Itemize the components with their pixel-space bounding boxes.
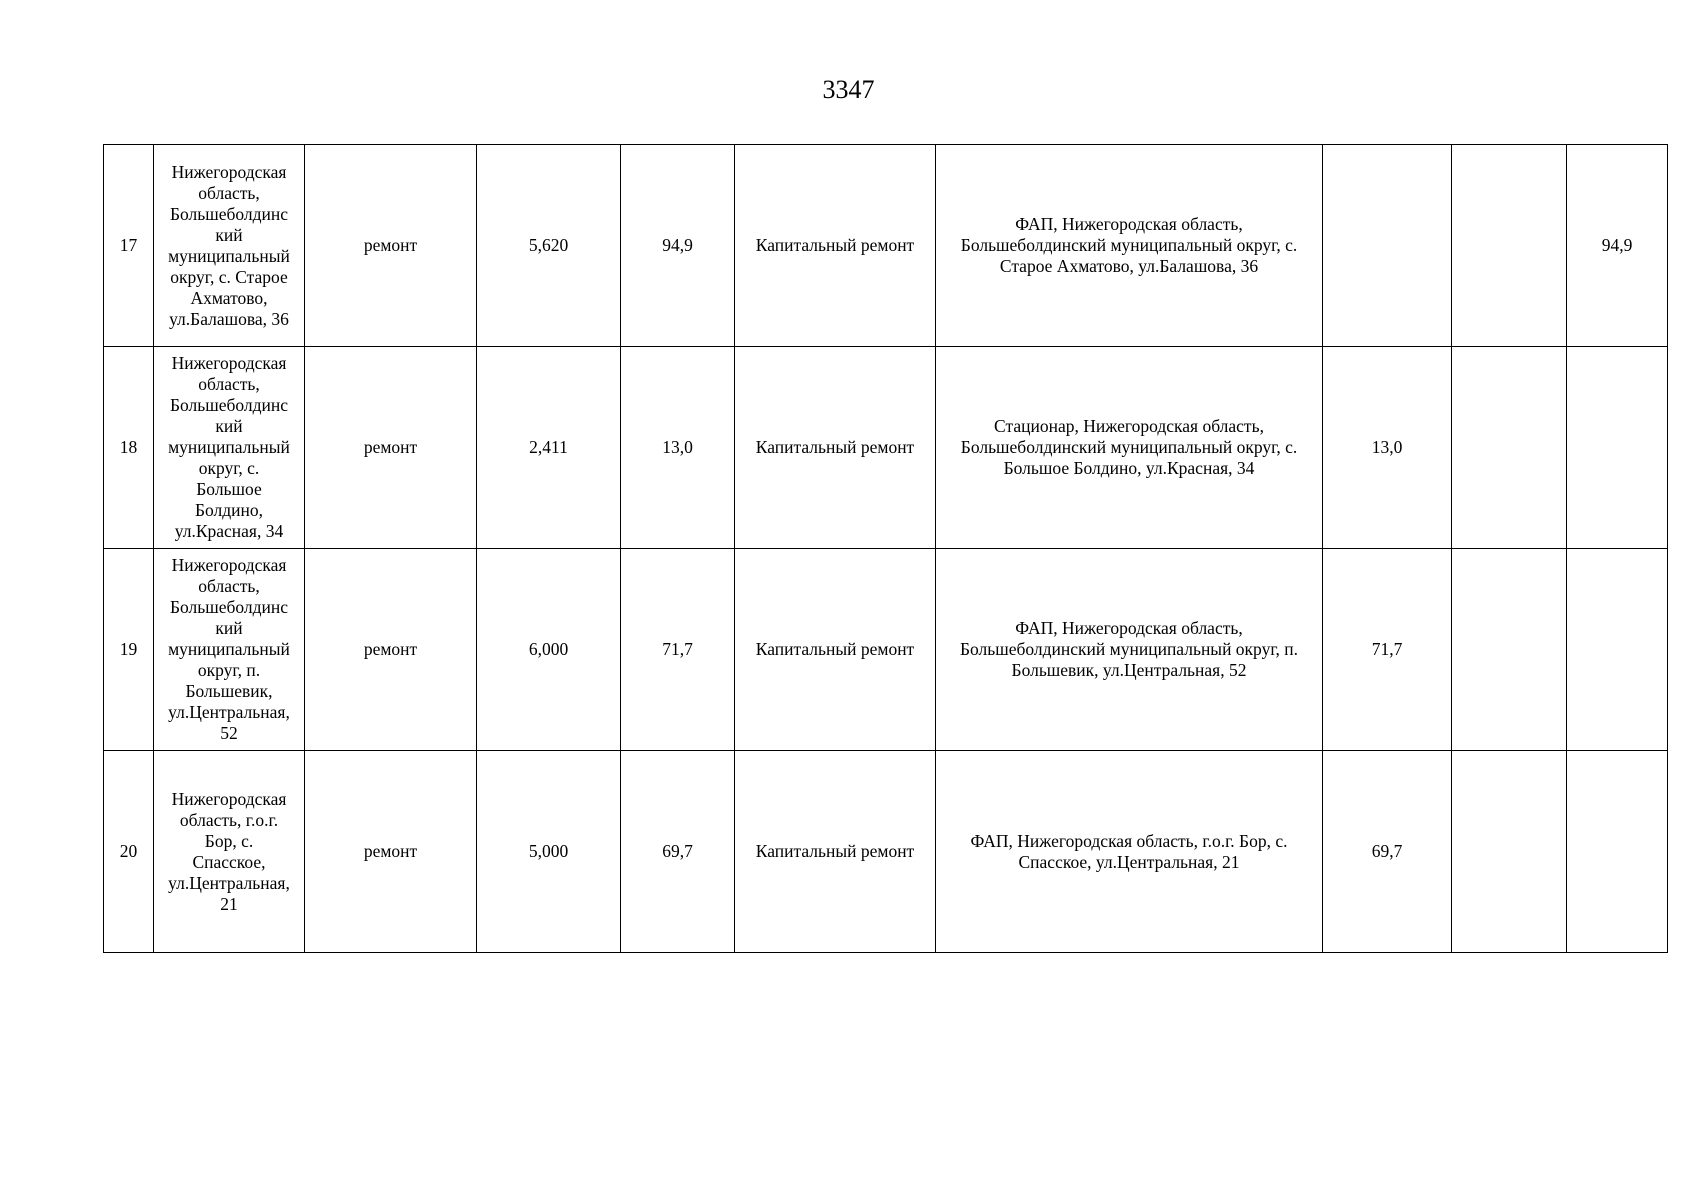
data-table <box>103 144 1668 953</box>
area-cell: 69,7 <box>621 751 735 953</box>
repair-type-cell: Капитальный ремонт <box>735 145 936 347</box>
amount-cell: 6,000 <box>477 549 621 751</box>
value-cell-9 <box>1452 549 1567 751</box>
object-cell: Стационар, Нижегородская область, Большеболдинский муниципальный округ, с. Большое Болдино, ул.Красная, 34 <box>936 347 1323 549</box>
work-type-cell: ремонт <box>305 347 477 549</box>
table-row <box>104 145 1668 347</box>
work-type-cell: ремонт <box>305 751 477 953</box>
address-cell: Нижегородская область, Большеболдинс кий муниципальный округ, с. Большое Болдино, ул.Красная, 34 <box>154 347 305 549</box>
row-number-cell: 20 <box>104 751 154 953</box>
address-cell: Нижегородская область, Большеболдинс кий муниципальный округ, п. Большевик, ул.Центральная, 52 <box>154 549 305 751</box>
object-cell: ФАП, Нижегородская область, Большеболдинский муниципальный округ, п. Большевик, ул.Центральная, 52 <box>936 549 1323 751</box>
row-number-cell: 18 <box>104 347 154 549</box>
work-type-cell: ремонт <box>305 549 477 751</box>
repair-type-cell: Капитальный ремонт <box>735 751 936 953</box>
object-cell: ФАП, Нижегородская область, г.о.г. Бор, с. Спасское, ул.Центральная, 21 <box>936 751 1323 953</box>
value-cell-10 <box>1567 347 1668 549</box>
value-cell-10 <box>1567 549 1668 751</box>
value-cell-8 <box>1323 145 1452 347</box>
value-cell-8: 69,7 <box>1323 751 1452 953</box>
area-cell: 71,7 <box>621 549 735 751</box>
value-cell-10 <box>1567 751 1668 953</box>
area-cell: 94,9 <box>621 145 735 347</box>
page-number: 3347 <box>822 75 875 104</box>
object-cell: ФАП, Нижегородская область, Большеболдинский муниципальный округ, с. Старое Ахматово, ул.Балашова, 36 <box>936 145 1323 347</box>
amount-cell: 2,411 <box>477 347 621 549</box>
work-type-cell: ремонт <box>305 145 477 347</box>
repair-type-cell: Капитальный ремонт <box>735 347 936 549</box>
table-row <box>104 751 1668 953</box>
address-cell: Нижегородская область, Большеболдинс кий муниципальный округ, с. Старое Ахматово, ул.Балашова, 36 <box>154 145 305 347</box>
value-cell-9 <box>1452 751 1567 953</box>
address-cell: Нижегородская область, г.о.г. Бор, с. Спасское, ул.Центральная, 21 <box>154 751 305 953</box>
area-cell: 13,0 <box>621 347 735 549</box>
value-cell-9 <box>1452 145 1567 347</box>
value-cell-10: 94,9 <box>1567 145 1668 347</box>
row-number-cell: 17 <box>104 145 154 347</box>
value-cell-8: 13,0 <box>1323 347 1452 549</box>
row-number-cell: 19 <box>104 549 154 751</box>
table-row <box>104 347 1668 549</box>
repair-type-cell: Капитальный ремонт <box>735 549 936 751</box>
value-cell-8: 71,7 <box>1323 549 1452 751</box>
amount-cell: 5,620 <box>477 145 621 347</box>
table-row <box>104 549 1668 751</box>
amount-cell: 5,000 <box>477 751 621 953</box>
value-cell-9 <box>1452 347 1567 549</box>
